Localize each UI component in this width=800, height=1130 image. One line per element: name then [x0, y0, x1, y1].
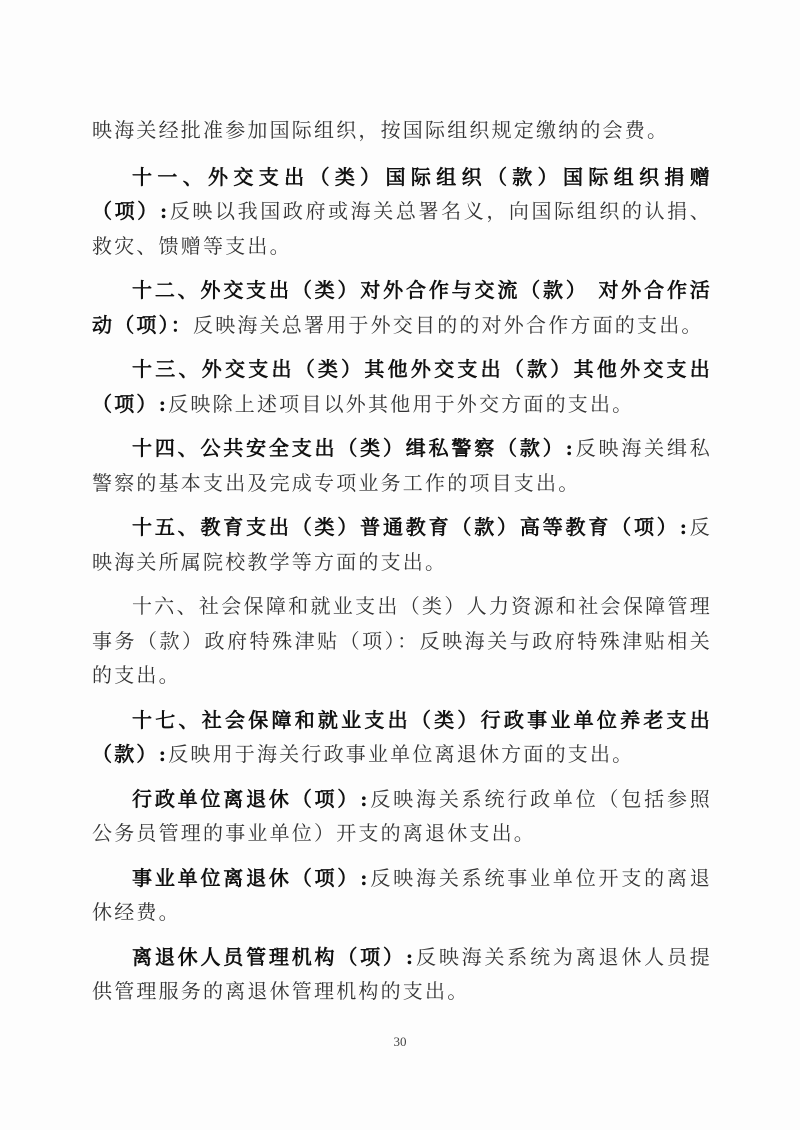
paragraph-5 — [92, 431, 712, 500]
paragraph-11 — [92, 940, 712, 1009]
paragraph-8-body: 反映用于海关行政事业单位离退休方面的支出。 — [168, 742, 635, 766]
paragraph-7-body: 十六、社会保障和就业支出（类）人力资源和社会保障管理事务（款）政府特殊津贴（项）：反映海关与政府特殊津贴相关的支出。 — [92, 594, 712, 687]
paragraph-4 — [92, 352, 712, 421]
paragraph-3-head: 十二、外交支出（类）对外合作与交流（款） 对外合作活动（项）： — [92, 278, 712, 337]
paragraph-5-head: 十四、公共安全支出（类）缉私警察（款）: — [132, 436, 576, 460]
paragraph-3 — [92, 273, 712, 342]
paragraph-9 — [92, 782, 712, 851]
paragraph-11-body: 反映海关系统为离退休人员提供管理服务的离退休管理机构的支出。 — [92, 944, 713, 1003]
paragraph-2-body: 反映以我国政府或海关总署名义，向国际组织的认捐、救灾、馈赠等支出。 — [92, 199, 712, 258]
paragraph-8-head: 十七、社会保障和就业支出（类）行政事业单位养老支出（款）: — [92, 707, 712, 766]
paragraph-7 — [92, 589, 712, 693]
paragraph-10 — [92, 861, 712, 930]
paragraph-11-head: 离退休人员管理机构（项）: — [132, 944, 416, 969]
paragraph-3-body: 反映海关总署用于外交目的的对外合作方面的支出。 — [193, 312, 704, 337]
paragraph-10-head: 事业单位离退休（项）: — [132, 865, 370, 890]
paragraph-9-body: 反映海关系统行政单位（包括参照公务员管理的事业单位）开支的离退休支出。 — [92, 786, 712, 845]
paragraph-6-body: 反映海关所属院校教学等方面的支出。 — [92, 515, 713, 574]
document-body — [92, 113, 712, 1009]
paragraph-4-body: 反映除上述项目以外其他用于外交方面的支出。 — [168, 391, 635, 416]
paragraph-9-head: 行政单位离退休（项）: — [132, 786, 370, 811]
paragraph-5-body: 反映海关缉私警察的基本支出及完成专项业务工作的项目支出。 — [92, 436, 712, 495]
paragraph-4-head: 十三、外交支出（类）其他外交支出（款）其他外交支出（项）: — [92, 357, 712, 416]
paragraph-8 — [92, 703, 712, 772]
paragraph-10-body: 反映海关系统事业单位开支的离退休经费。 — [92, 865, 712, 924]
paragraph-6-head: 十五、教育支出（类）普通教育（款）高等教育（项）: — [132, 515, 690, 539]
paragraph-1-body: 映海关经批准参加国际组织，按国际组织规定缴纳的会费。 — [92, 118, 670, 142]
paragraph-2-head: 十一、外交支出（类）国际组织（款）国际组织捐赠（项）: — [92, 164, 712, 223]
paragraph-1 — [92, 113, 712, 148]
paragraph-6 — [92, 510, 712, 579]
page-number: 30 — [393, 1034, 407, 1049]
paragraph-2 — [92, 160, 712, 264]
